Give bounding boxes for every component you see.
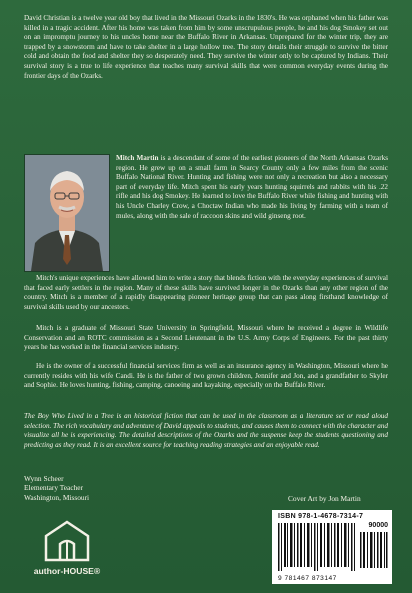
author-bio-intro (116, 154, 388, 221)
author-family-paragraph: He is the owner of a successful financial services firm as well as an insurance agency in Washington, Missouri where he currently resides with his wife Candi. He is the father of two grown children, Jennifer and Jon, and a grandfather to Skyler and Sophie. He loves hunting, fishing, camping, canoeing and kayaking, especially on the Buffalo River. (24, 362, 388, 390)
publisher-name: author-HOUSE® (33, 566, 101, 576)
house-logo-icon (32, 518, 102, 566)
price-code: 90000 (368, 522, 388, 529)
author-bio-text: is a descendant of some of the earliest pioneers of the North Arkansas Ozarks region. He grew up on a small farm in Searcy County only a few miles from the scenic Buffalo National River. Hunting and fishing were not only a recreation but also a necessary part of everyday life. Mitch spent his early years hunting squirrels and rabbits with his .22 rifle and his dog Smokey. He learned to love the Buffalo River while fishing and hunting with his Uncle Charley Crow, a Choctaw Indian who made his living by farming with a team of mules, along with the sale of raccoon skins and wild ginseng root. (116, 154, 388, 220)
synopsis-paragraph: David Christian is a twelve year old boy that lived in the Missouri Ozarks in the 1830's. He was orphaned when his father was killed in a tragic accident. After his home was taken from him by some unscrupulous people, he and his dog Smokey set out on an impromptu journey to his uncles home near the Buffalo River in Arkansas. Unprepared for the winter trip, they are trapped by a snowstorm and have to take shelter in a large hollow tree. The story details their struggle to survive the bitter cold and obtain the food and shelter they so desperately need. They survive the winter only to be captured by Indians. Their survival story is a true to life experience that teaches many survival skills that were common everyday events during the frontier days of the Ozarks. (24, 14, 388, 80)
isbn-number: ISBN 978-1-4678-7314-7 (278, 513, 364, 520)
barcode-number: 9 781467 873147 (278, 575, 337, 582)
reviewer-place: Washington, Missouri (24, 492, 90, 502)
author-name: Mitch Martin (116, 154, 159, 162)
price-barcode-bars-icon (360, 532, 388, 568)
publisher-logo (32, 518, 102, 582)
author-education-paragraph: Mitch is a graduate of Missouri State University in Springfield, Missouri where he received a degree in Wildlife Conservation and an ROTC commission as a Second Lieutenant in the U.S. Army Corps of Engineers. For the past thirty years he has worked in the financial services industry. (24, 324, 388, 352)
author-bio-paragraph: Mitch's unique experiences have allowed him to write a story that blends fiction with the everyday experiences of survival that faced early settlers in the region. Many of these skills have survived longer in the Ozarks than any other region of the country. Mitch is a member of a rapidly disappearing pioneer heritage group that can pass along firsthand knowledge of survival skills used by our ancestors. (24, 274, 388, 311)
barcode-bars-icon (278, 523, 356, 571)
isbn-barcode (272, 510, 392, 584)
cover-art-credit: Cover Art by Jon Martin (288, 494, 361, 503)
reviewer-name: Wynn Scheer (24, 474, 64, 483)
author-portrait-image (25, 155, 109, 271)
review-quote: The Boy Who Lived in a Tree is an historical fiction that can be used in the classroom as a literature set or read aloud selection. The rich vocabulary and adventure of David appeals to students, and causes them to connect with the character and visualize all he is experiencing. The detailed descriptions of the Ozarks and the suspense keep the students questioning and predicting as they read. It is an excellent source for teaching reading strategies and an enjoyable read. (24, 412, 388, 449)
author-photo (24, 154, 110, 272)
reviewer-title: Elementary Teacher (24, 483, 84, 493)
reviewer-signature (24, 474, 89, 502)
